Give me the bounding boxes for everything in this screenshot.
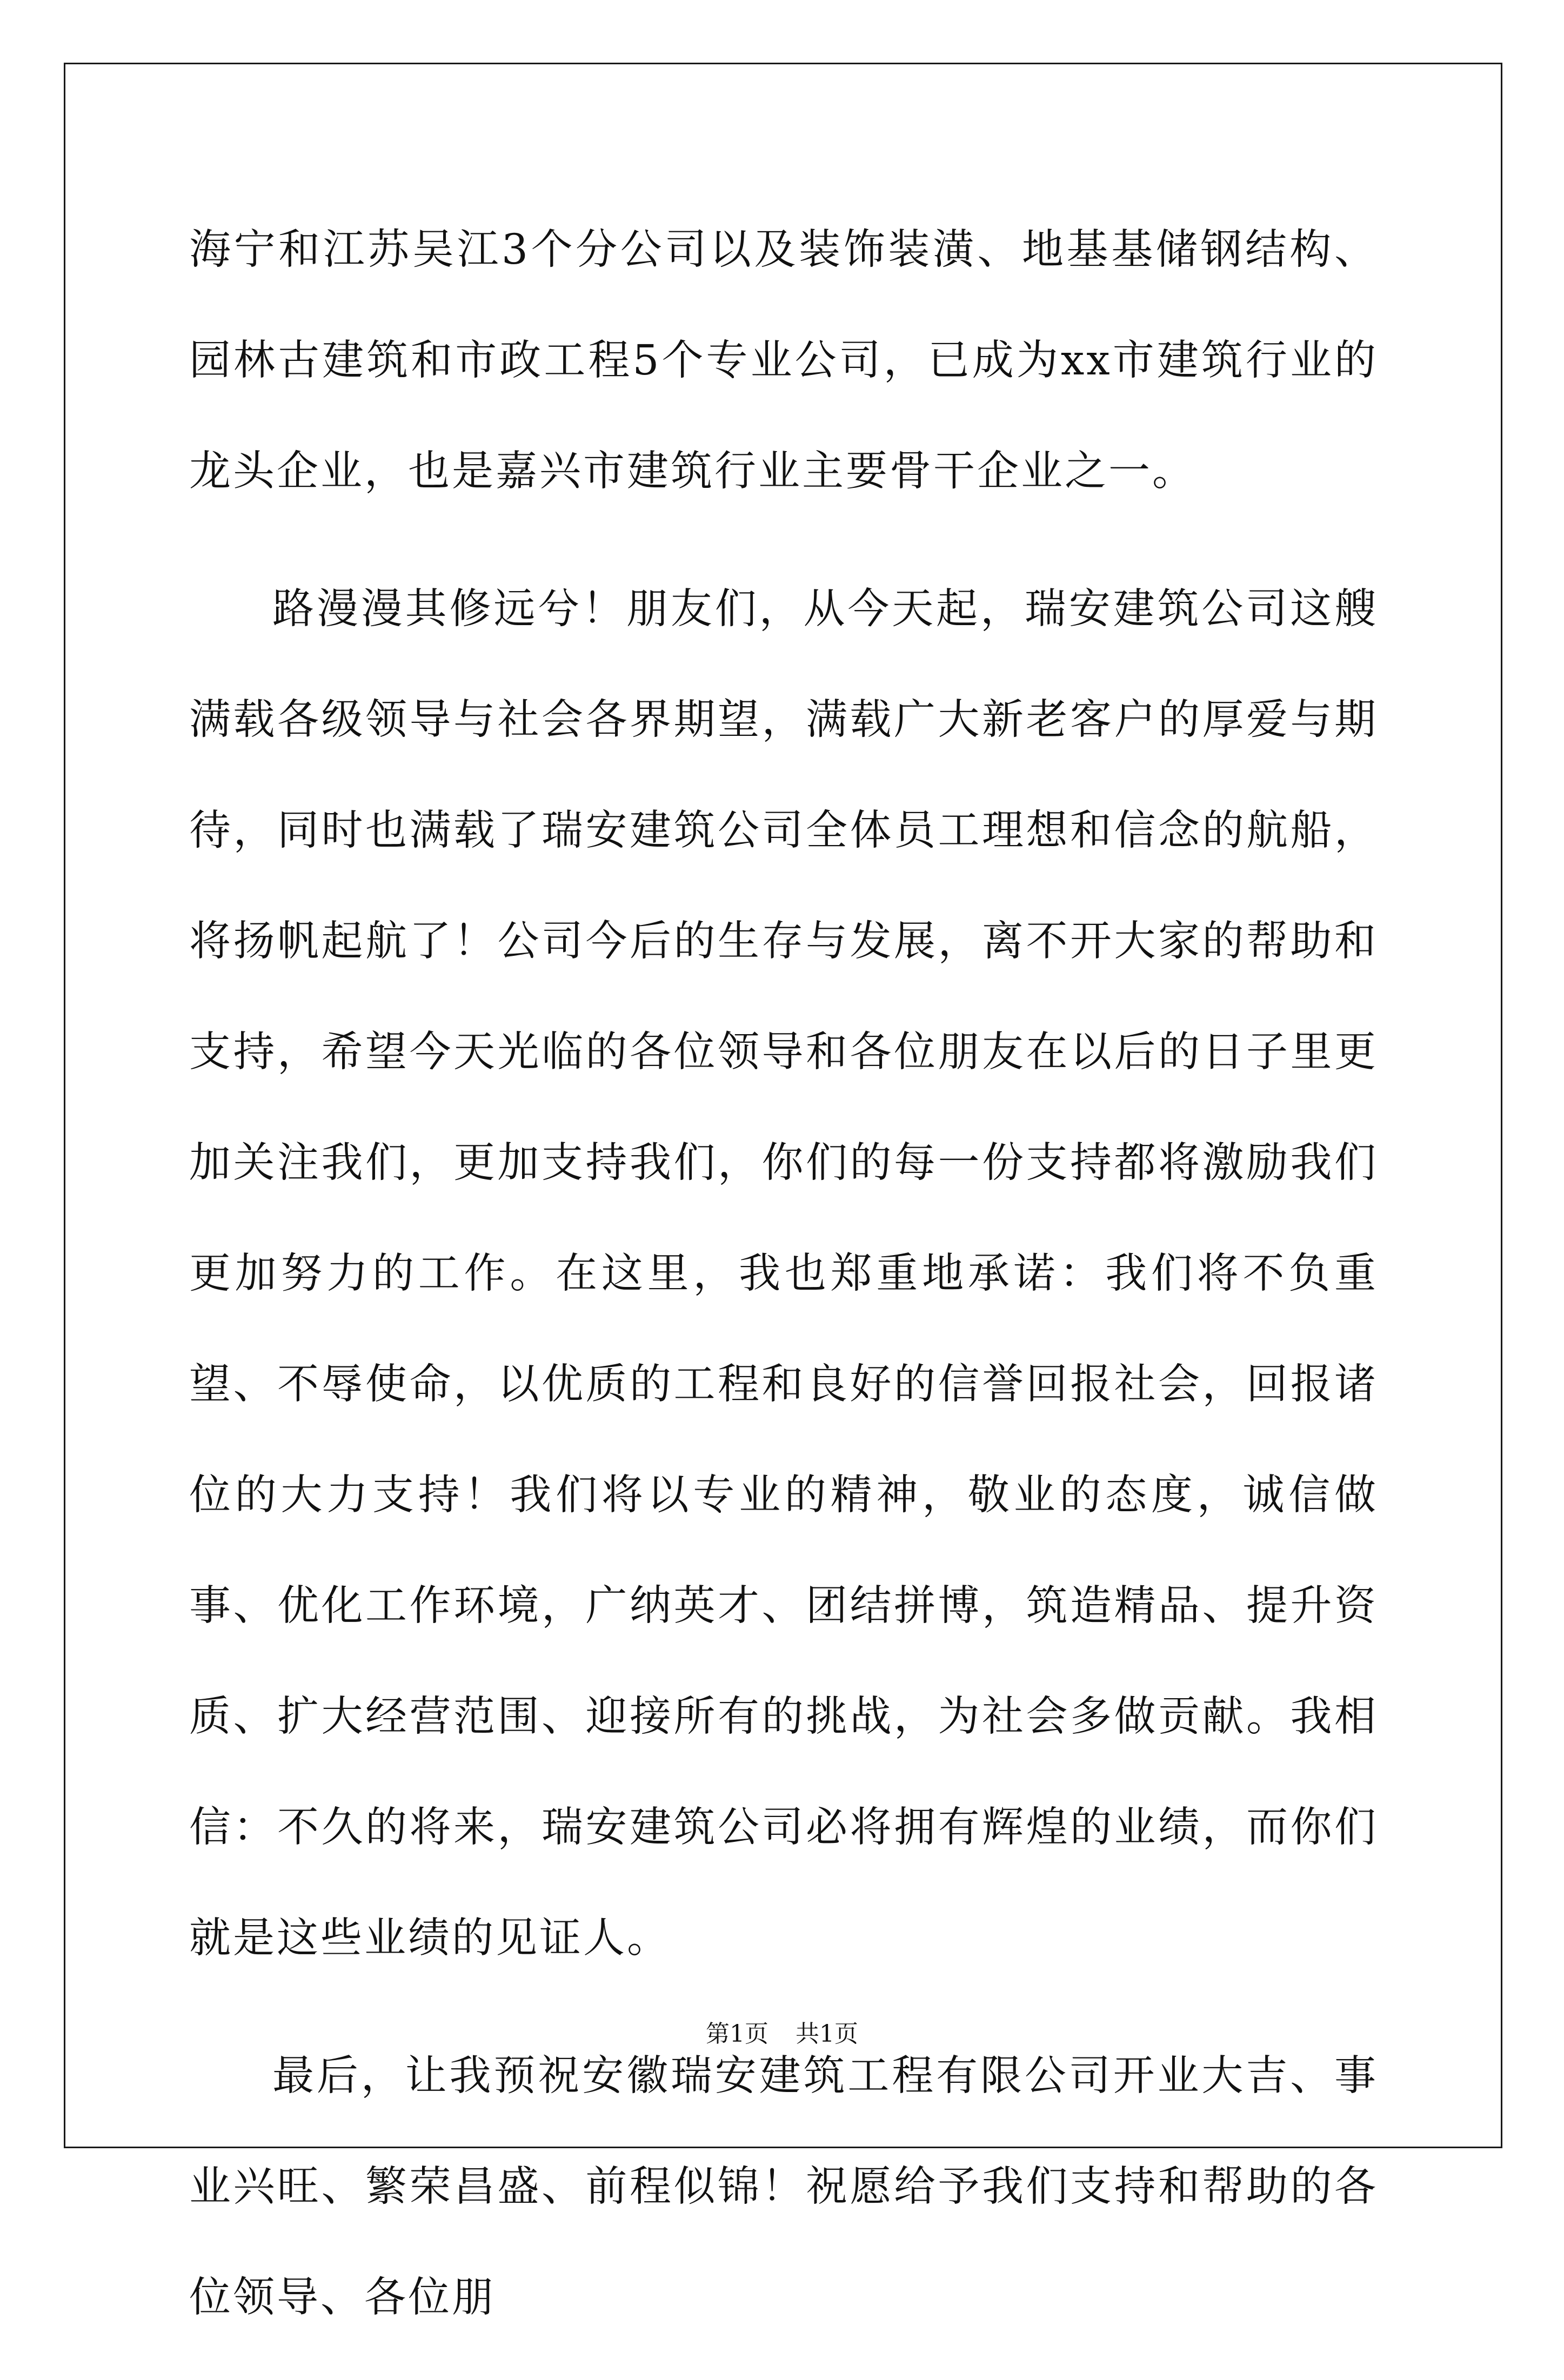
paragraph-1: 海宁和江苏吴江3个分公司以及装饰装潢、地基基储钢结构、园林古建筑和市政工程5个专业公司，已成为xx市建筑行业的龙头企业，也是嘉兴市建筑行业主要骨干企业之一。 [189,226,1378,495]
page-footer [0,2014,1564,2049]
page-number-total: 共1页 [796,2020,858,2048]
paragraph-3: 最后，让我预祝安徽瑞安建筑工程有限公司开业大吉、事业兴旺、繁荣昌盛、前程似锦！祝愿给予我们支持和帮助的各位领导、各位朋 [189,2052,1378,2322]
document-body [189,195,1378,2380]
page-number-current: 第1页 [706,2020,768,2048]
paragraph-2: 路漫漫其修远兮！朋友们，从今天起，瑞安建筑公司这艘满载各级领导与社会各界期望，满载广大新老客户的厚爱与期待，同时也满载了瑞安建筑公司全体员工理想和信念的航船，将扬帆起航了！公司今后的生存与发展，离不开大家的帮助和支持，希望今天光临的各位领导和各位朋友在以后的日子里更加关注我们，更加支持我们，你们的每一份支持都将激励我们更加努力的工作。在这里，我也郑重地承诺：我们将不负重望、不辱使命，以优质的工程和良好的信誉回报社会，回报诸位的大力支持！我们将以专业的精神，敬业的态度，诚信做事、优化工作环境，广纳英才、团结拼博，筑造精品、提升资质、扩大经营范围、迎接所有的挑战，为社会多做贡献。我相信：不久的将来，瑞安建筑公司必将拥有辉煌的业绩，而你们就是这些业绩的见证人。 [189,585,1378,1962]
